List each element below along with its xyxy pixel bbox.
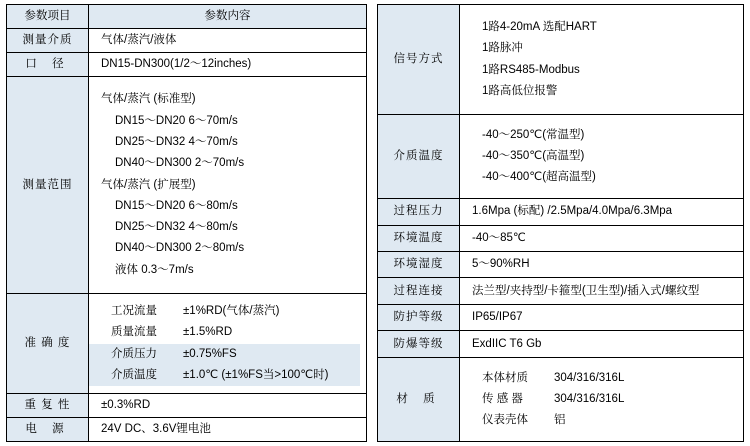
row-value-ambient-humidity: 5～90%RH — [460, 252, 744, 278]
row-label-signal: 信号方式 — [378, 5, 460, 115]
row-value-range — [89, 76, 367, 293]
range-line: DN40～DN300 2～80m/s — [115, 242, 245, 255]
accuracy-item — [89, 301, 360, 322]
material-value: 铝 — [554, 414, 566, 427]
material-value: 304/316/316L — [554, 371, 625, 384]
material-key: 本体材质 — [482, 371, 528, 384]
material-key: 传 感 器 — [482, 392, 523, 405]
signal-line: 1路RS485-Modbus — [482, 63, 580, 76]
accuracy-key: 介质压力 — [111, 347, 157, 360]
accuracy-key: 质量流量 — [111, 326, 157, 339]
table-row — [378, 115, 744, 199]
range-line: 气体/蒸汽 (标准型) — [101, 93, 196, 106]
row-value-process-connection: 法兰型/夹持型/卡箍型(卫生型)/插入式/螺纹型 — [460, 278, 744, 304]
table-row — [7, 5, 367, 29]
signal-line: 1路高低位报警 — [482, 84, 558, 97]
table-row — [7, 294, 367, 394]
row-label-ambient-humidity: 环境湿度 — [378, 252, 460, 278]
accuracy-value: ±1.5%RD — [183, 326, 233, 339]
accuracy-value: ±0.75%FS — [183, 347, 237, 360]
row-label-power: 电 源 — [7, 417, 89, 441]
material-item — [460, 389, 737, 410]
row-value-medium-temp — [460, 115, 744, 199]
material-value: 304/316/316L — [554, 392, 625, 405]
table-row — [378, 331, 744, 357]
table-row — [378, 252, 744, 278]
row-value-accuracy — [89, 294, 367, 394]
left-spec-table — [6, 4, 367, 442]
table-row — [378, 304, 744, 330]
accuracy-value: ±1.0℃ (±1%FS当>100℃时) — [183, 368, 329, 381]
range-line: DN25～DN32 4～70m/s — [115, 135, 238, 148]
medium-temp-line: -40～400℃(超高温型) — [482, 171, 596, 184]
table-row — [7, 52, 367, 76]
table-row — [7, 417, 367, 441]
row-label-medium-temp: 介质温度 — [378, 115, 460, 199]
table-row — [378, 278, 744, 304]
table-row — [7, 394, 367, 418]
row-label-repeatability: 重 复 性 — [7, 394, 89, 418]
medium-temp-line: -40～250℃(常温型) — [482, 128, 585, 141]
row-value-material — [460, 357, 744, 441]
medium-temp-line: -40～350℃(高温型) — [482, 149, 585, 162]
row-label-process-pressure: 过程压力 — [378, 199, 460, 225]
row-value-ambient-temp: -40～85℃ — [460, 225, 744, 251]
range-line: DN40～DN300 2～70m/s — [115, 157, 245, 170]
table-row — [7, 76, 367, 293]
left-header-col2: 参数内容 — [89, 5, 367, 29]
row-value-medium: 气体/蒸汽/液体 — [89, 28, 367, 52]
range-line: DN25～DN32 4～80m/s — [115, 221, 238, 234]
left-spec-table-wrapper — [6, 4, 367, 442]
material-item — [460, 410, 737, 431]
row-value-process-pressure: 1.6Mpa (标配) /2.5Mpa/4.0Mpa/6.3Mpa — [460, 199, 744, 225]
table-row — [378, 5, 744, 115]
row-label-material: 材 质 — [378, 357, 460, 441]
row-value-explosion-grade: ExdIIC T6 Gb — [460, 331, 744, 357]
table-row — [7, 28, 367, 52]
right-spec-table — [377, 4, 744, 442]
material-item — [460, 368, 737, 389]
signal-line: 1路脉冲 — [482, 42, 523, 55]
row-value-signal — [460, 5, 744, 115]
row-value-power: 24V DC、3.6V锂电池 — [89, 417, 367, 441]
range-line: DN15～DN20 6～70m/s — [115, 114, 238, 127]
accuracy-item — [89, 344, 360, 365]
range-line: DN15～DN20 6～80m/s — [115, 199, 238, 212]
left-header-col1: 参数项目 — [7, 5, 89, 29]
accuracy-key: 工况流量 — [111, 305, 157, 318]
accuracy-item — [89, 322, 360, 343]
row-label-process-connection: 过程连接 — [378, 278, 460, 304]
row-value-diameter: DN15-DN300(1/2～12inches) — [89, 52, 367, 76]
accuracy-value: ±1%RD(气体/蒸汽) — [183, 305, 280, 318]
signal-line: 1路4-20mA 选配HART — [482, 20, 597, 33]
accuracy-item — [89, 365, 360, 386]
right-spec-table-wrapper — [377, 4, 744, 442]
table-row — [378, 225, 744, 251]
range-line: 液体 0.3～7m/s — [115, 263, 194, 276]
table-row — [378, 199, 744, 225]
row-value-protection-grade: IP65/IP67 — [460, 304, 744, 330]
range-line: 气体/蒸汽 (扩展型) — [101, 178, 196, 191]
table-row — [378, 357, 744, 441]
row-value-repeatability: ±0.3%RD — [89, 394, 367, 418]
accuracy-key: 介质温度 — [111, 368, 157, 381]
row-label-protection-grade: 防护等级 — [378, 304, 460, 330]
material-key: 仪表壳体 — [482, 414, 528, 427]
row-label-range: 测量范围 — [7, 76, 89, 293]
row-label-ambient-temp: 环境温度 — [378, 225, 460, 251]
row-label-explosion-grade: 防爆等级 — [378, 331, 460, 357]
row-label-medium: 测量介质 — [7, 28, 89, 52]
row-label-accuracy: 准 确 度 — [7, 294, 89, 394]
row-label-diameter: 口 径 — [7, 52, 89, 76]
